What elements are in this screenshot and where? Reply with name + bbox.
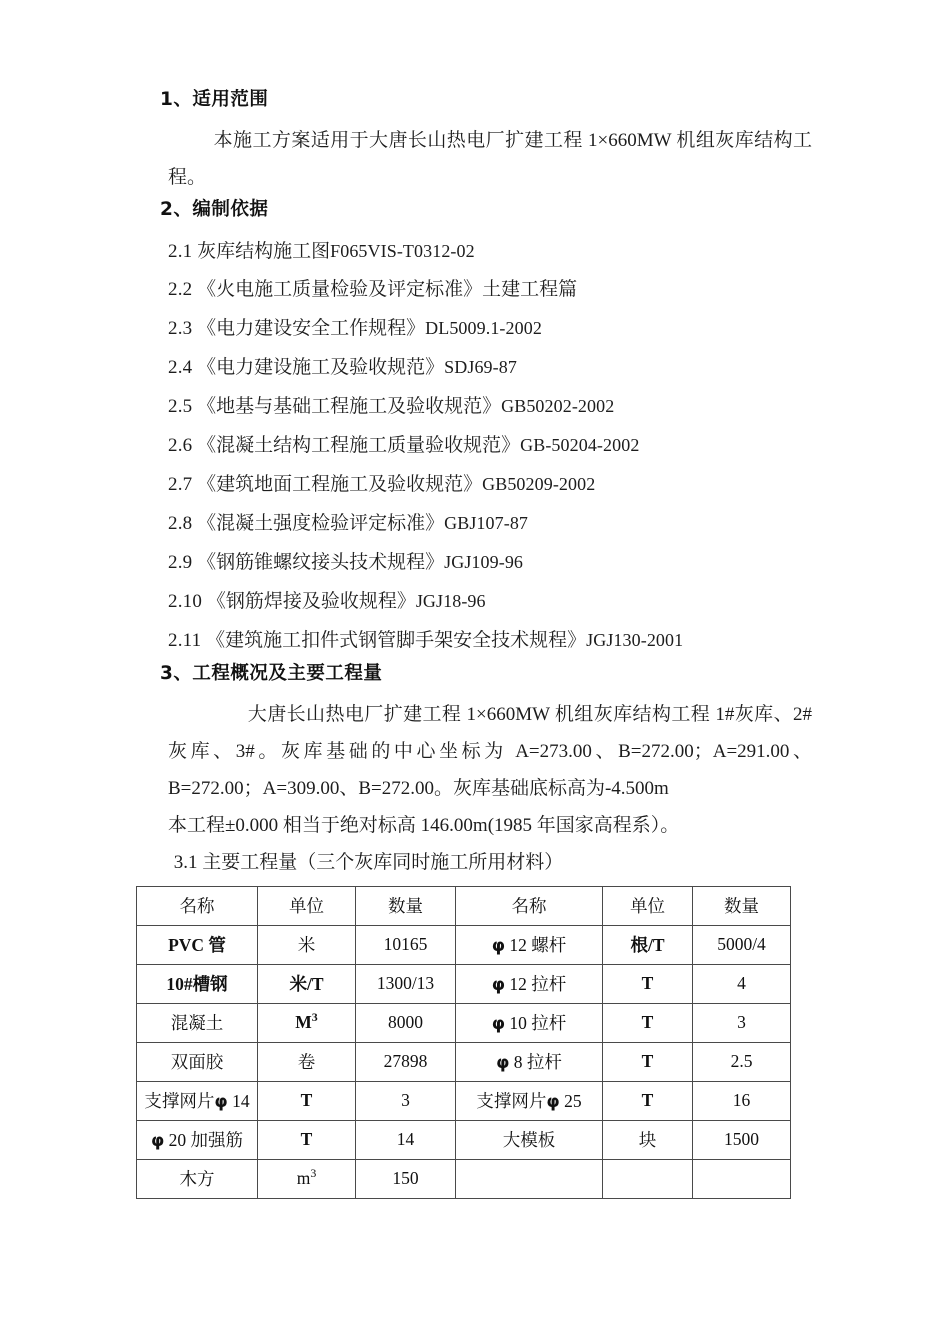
subsection-heading-quantities: 3.1 主要工程量（三个灰库同时施工所用材料） <box>173 851 564 873</box>
reference-item <box>168 543 812 582</box>
table-header-cell: 单位 <box>603 886 693 925</box>
reference-code: GBJ107-87 <box>444 512 529 533</box>
reference-title: 《电力建设施工及验收规范》 <box>197 356 445 378</box>
table-row <box>137 964 791 1003</box>
table-header-cell: 名称 <box>137 886 258 925</box>
reference-number: 2.1 <box>168 240 193 262</box>
reference-title: 《火电施工质量检验及评定标准》土建工程篇 <box>197 278 578 300</box>
reference-code: SDJ69-87 <box>444 356 517 377</box>
cell-right-name: φ 8 拉杆 <box>456 1042 603 1081</box>
table-header-cell: 数量 <box>693 886 791 925</box>
reference-title: 《建筑地面工程施工及验收规范》 <box>197 473 483 495</box>
cell-left-name: 混凝土 <box>137 1003 258 1042</box>
reference-item <box>168 309 812 348</box>
cell-left-qty: 10165 <box>356 925 456 964</box>
cell-right-qty: 2.5 <box>693 1042 791 1081</box>
cell-left-unit: T <box>258 1081 356 1120</box>
phi-symbol: φ <box>491 1014 506 1035</box>
reference-title: 灰库结构施工图 <box>197 240 331 262</box>
reference-code: DL5009.1-2002 <box>425 317 542 338</box>
table-body <box>137 925 791 1198</box>
cell-left-qty: 14 <box>356 1120 456 1159</box>
reference-title: 《建筑施工扣件式钢管脚手架安全技术规程》 <box>206 629 587 651</box>
phi-symbol: φ <box>150 1131 165 1152</box>
reference-code: GB50209-2002 <box>482 473 596 494</box>
table-header-row <box>137 886 791 925</box>
cell-left-qty: 150 <box>356 1159 456 1198</box>
cell-right-qty: 3 <box>693 1003 791 1042</box>
cell-right-qty: 5000/4 <box>693 925 791 964</box>
reference-title: 《钢筋锥螺纹接头技术规程》 <box>197 551 445 573</box>
cell-right-unit: T <box>603 1003 693 1042</box>
cell-right-qty: 1500 <box>693 1120 791 1159</box>
reference-number: 2.3 <box>168 317 193 339</box>
cell-right-name <box>456 1159 603 1198</box>
cell-left-unit: 米/T <box>258 964 356 1003</box>
reference-title: 《混凝土强度检验评定标准》 <box>197 512 445 534</box>
cell-left-qty: 8000 <box>356 1003 456 1042</box>
table-header-cell: 名称 <box>456 886 603 925</box>
reference-code: F065VIS-T0312-02 <box>330 240 475 261</box>
cell-right-unit: T <box>603 1081 693 1120</box>
section-heading-scope: 1、适用范围 <box>160 89 269 110</box>
reference-number: 2.4 <box>168 356 193 378</box>
table-row <box>137 1159 791 1198</box>
cell-left-qty: 3 <box>356 1081 456 1120</box>
reference-list <box>168 232 812 660</box>
cell-right-unit: T <box>603 1042 693 1081</box>
reference-code: JGJ130-2001 <box>586 629 684 650</box>
cell-left-qty: 1300/13 <box>356 964 456 1003</box>
reference-item <box>168 465 812 504</box>
table-row <box>137 1081 791 1120</box>
reference-number: 2.10 <box>168 590 203 612</box>
phi-symbol: φ <box>214 1092 228 1113</box>
table-row <box>137 1003 791 1042</box>
table-row <box>137 925 791 964</box>
reference-item <box>168 582 812 621</box>
cell-right-unit: 根/T <box>603 925 693 964</box>
reference-item <box>168 426 812 465</box>
cell-right-qty <box>693 1159 791 1198</box>
table-header-cell: 数量 <box>356 886 456 925</box>
phi-symbol: φ <box>546 1092 560 1113</box>
reference-code: JGJ18-96 <box>415 590 486 611</box>
reference-item <box>168 271 812 309</box>
reference-number: 2.5 <box>168 395 193 417</box>
phi-symbol: φ <box>491 975 506 996</box>
reference-number: 2.11 <box>168 629 202 651</box>
quantity-table <box>136 886 791 1199</box>
cell-right-name: 支撑网片φ 25 <box>456 1081 603 1120</box>
cell-right-unit: T <box>603 964 693 1003</box>
overview-paragraph-1: 大唐长山热电厂扩建工程 1×660MW 机组灰库结构工程 1#灰库、2#灰库、3#。灰库基础的中心坐标为 A=273.00、B=272.00；A=291.00、B=272.00；A=309.00、B=272.00。灰库基础底标高为-4.500m <box>168 703 812 799</box>
cell-left-name: 双面胶 <box>137 1042 258 1081</box>
cell-left-name: 支撑网片φ 14 <box>137 1081 258 1120</box>
reference-item <box>168 621 812 660</box>
reference-code: JGJ109-96 <box>444 551 524 572</box>
reference-item <box>168 387 812 426</box>
reference-number: 2.7 <box>168 473 193 495</box>
reference-title: 《钢筋焊接及验收规程》 <box>206 590 416 612</box>
reference-code: GB-50204-2002 <box>520 434 640 455</box>
cell-right-name: 大模板 <box>456 1120 603 1159</box>
table-row <box>137 1120 791 1159</box>
phi-symbol: φ <box>496 1053 510 1074</box>
overview-paragraph-2: 本工程±0.000 相当于绝对标高 146.00m(1985 年国家高程系）。 <box>168 814 680 836</box>
reference-number: 2.6 <box>168 434 193 456</box>
cell-right-qty: 4 <box>693 964 791 1003</box>
table-header-cell: 单位 <box>258 886 356 925</box>
cell-left-name: 木方 <box>137 1159 258 1198</box>
reference-title: 《电力建设安全工作规程》 <box>197 317 426 339</box>
reference-item <box>168 348 812 387</box>
reference-title: 《混凝土结构工程施工质量验收规范》 <box>197 434 521 456</box>
reference-number: 2.2 <box>168 278 193 300</box>
cell-left-name: φ 20 加强筋 <box>137 1120 258 1159</box>
cell-right-name: φ 12 螺杆 <box>456 925 603 964</box>
cell-left-qty: 27898 <box>356 1042 456 1081</box>
reference-code: GB50202-2002 <box>501 395 615 416</box>
reference-item <box>168 504 812 543</box>
reference-item <box>168 232 812 271</box>
cell-left-unit: $M^3$ <box>258 1003 356 1042</box>
cell-left-unit: 米 <box>258 925 356 964</box>
section-heading-overview: 3、工程概况及主要工程量 <box>160 662 383 684</box>
reference-number: 2.8 <box>168 512 193 534</box>
cell-left-name: 10#槽钢 <box>137 964 258 1003</box>
cell-right-unit: 块 <box>603 1120 693 1159</box>
cell-right-unit <box>603 1159 693 1198</box>
reference-title: 《地基与基础工程施工及验收规范》 <box>197 395 502 417</box>
cell-left-unit: $m^3$ <box>258 1159 356 1198</box>
scope-paragraph: 本施工方案适用于大唐长山热电厂扩建工程 1×660MW 机组灰库结构工程。 <box>168 129 812 188</box>
phi-symbol: φ <box>491 936 506 957</box>
section-heading-basis: 2、编制依据 <box>160 198 269 220</box>
table-row <box>137 1042 791 1081</box>
cell-left-name: PVC 管 <box>137 925 258 964</box>
cell-left-unit: 卷 <box>258 1042 356 1081</box>
cell-left-unit: T <box>258 1120 356 1159</box>
cell-right-name: φ 10 拉杆 <box>456 1003 603 1042</box>
reference-number: 2.9 <box>168 551 193 573</box>
cell-right-qty: 16 <box>693 1081 791 1120</box>
cell-right-name: φ 12 拉杆 <box>456 964 603 1003</box>
